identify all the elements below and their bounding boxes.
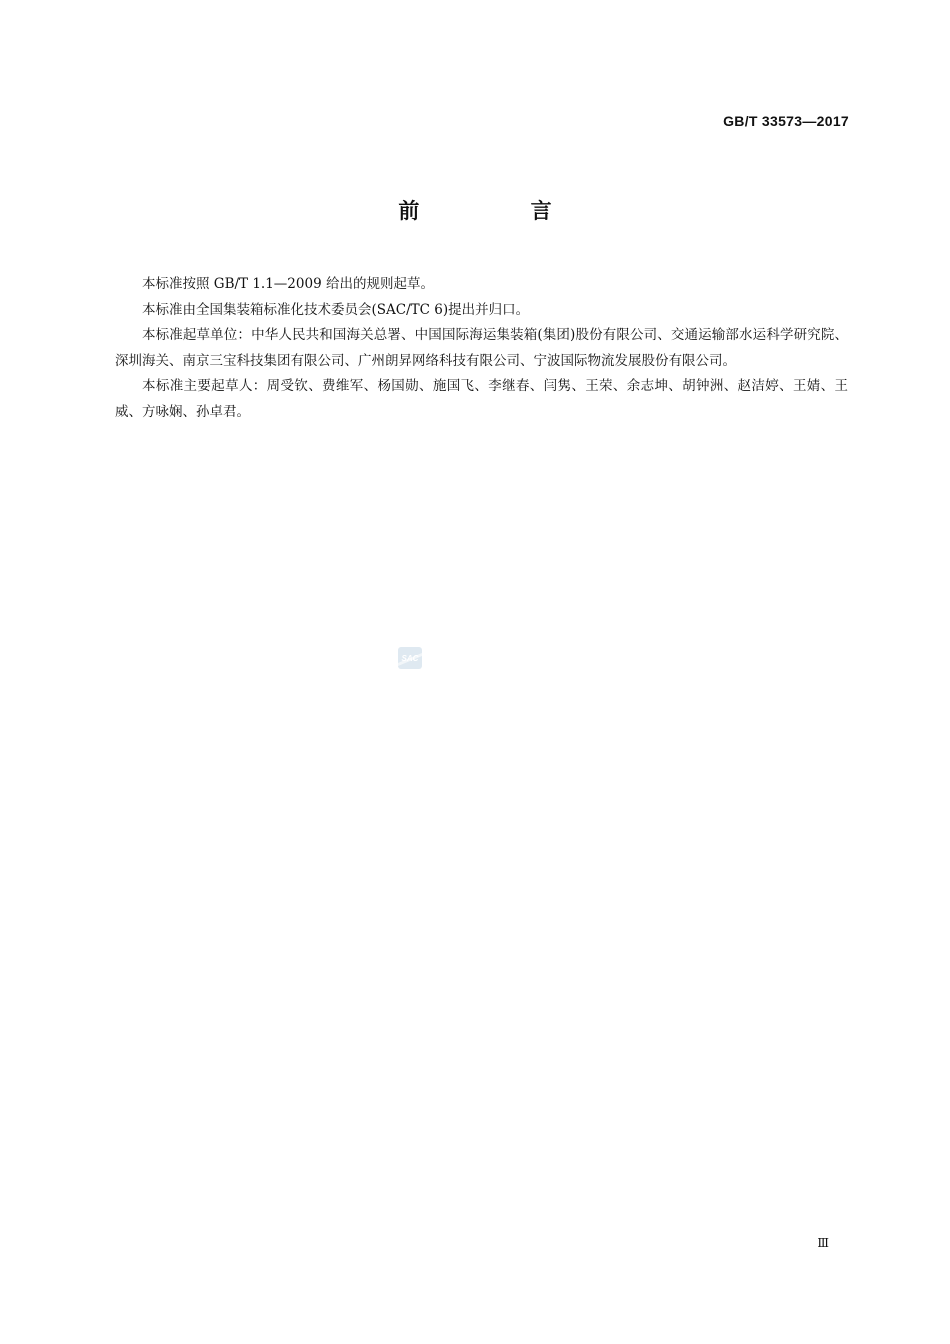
paragraph-drafting-rules: 本标准按照 GB/T 1.1—2009 给出的规则起草。 bbox=[142, 276, 434, 292]
page-number: Ⅲ bbox=[817, 1236, 829, 1250]
sac-logo-icon bbox=[398, 647, 422, 669]
watermark-text: SAC bbox=[401, 654, 419, 663]
standard-code-header: GB/T 33573—2017 bbox=[723, 113, 849, 129]
sac-watermark-logo bbox=[398, 647, 422, 669]
paragraph-proposer: 本标准由全国集装箱标准化技术委员会(SAC/TC 6)提出并归口。 bbox=[142, 301, 530, 318]
foreword-body bbox=[115, 272, 848, 425]
paragraph-drafters: 本标准主要起草人：周受钦、费维军、杨国勋、施国飞、李继春、闫隽、王荣、余志坤、胡钟洲、赵洁婷、王婧、王威、方咏娴、孙卓君。 bbox=[115, 378, 848, 420]
page-title: 前 言 bbox=[398, 199, 604, 223]
paragraph-drafting-units: 本标准起草单位：中华人民共和国海关总署、中国国际海运集装箱(集团)股份有限公司、交通运输部水运科学研究院、深圳海关、南京三宝科技集团有限公司、广州朗昇网络科技有限公司、宁波国际物流发展股份有限公司。 bbox=[115, 327, 848, 369]
